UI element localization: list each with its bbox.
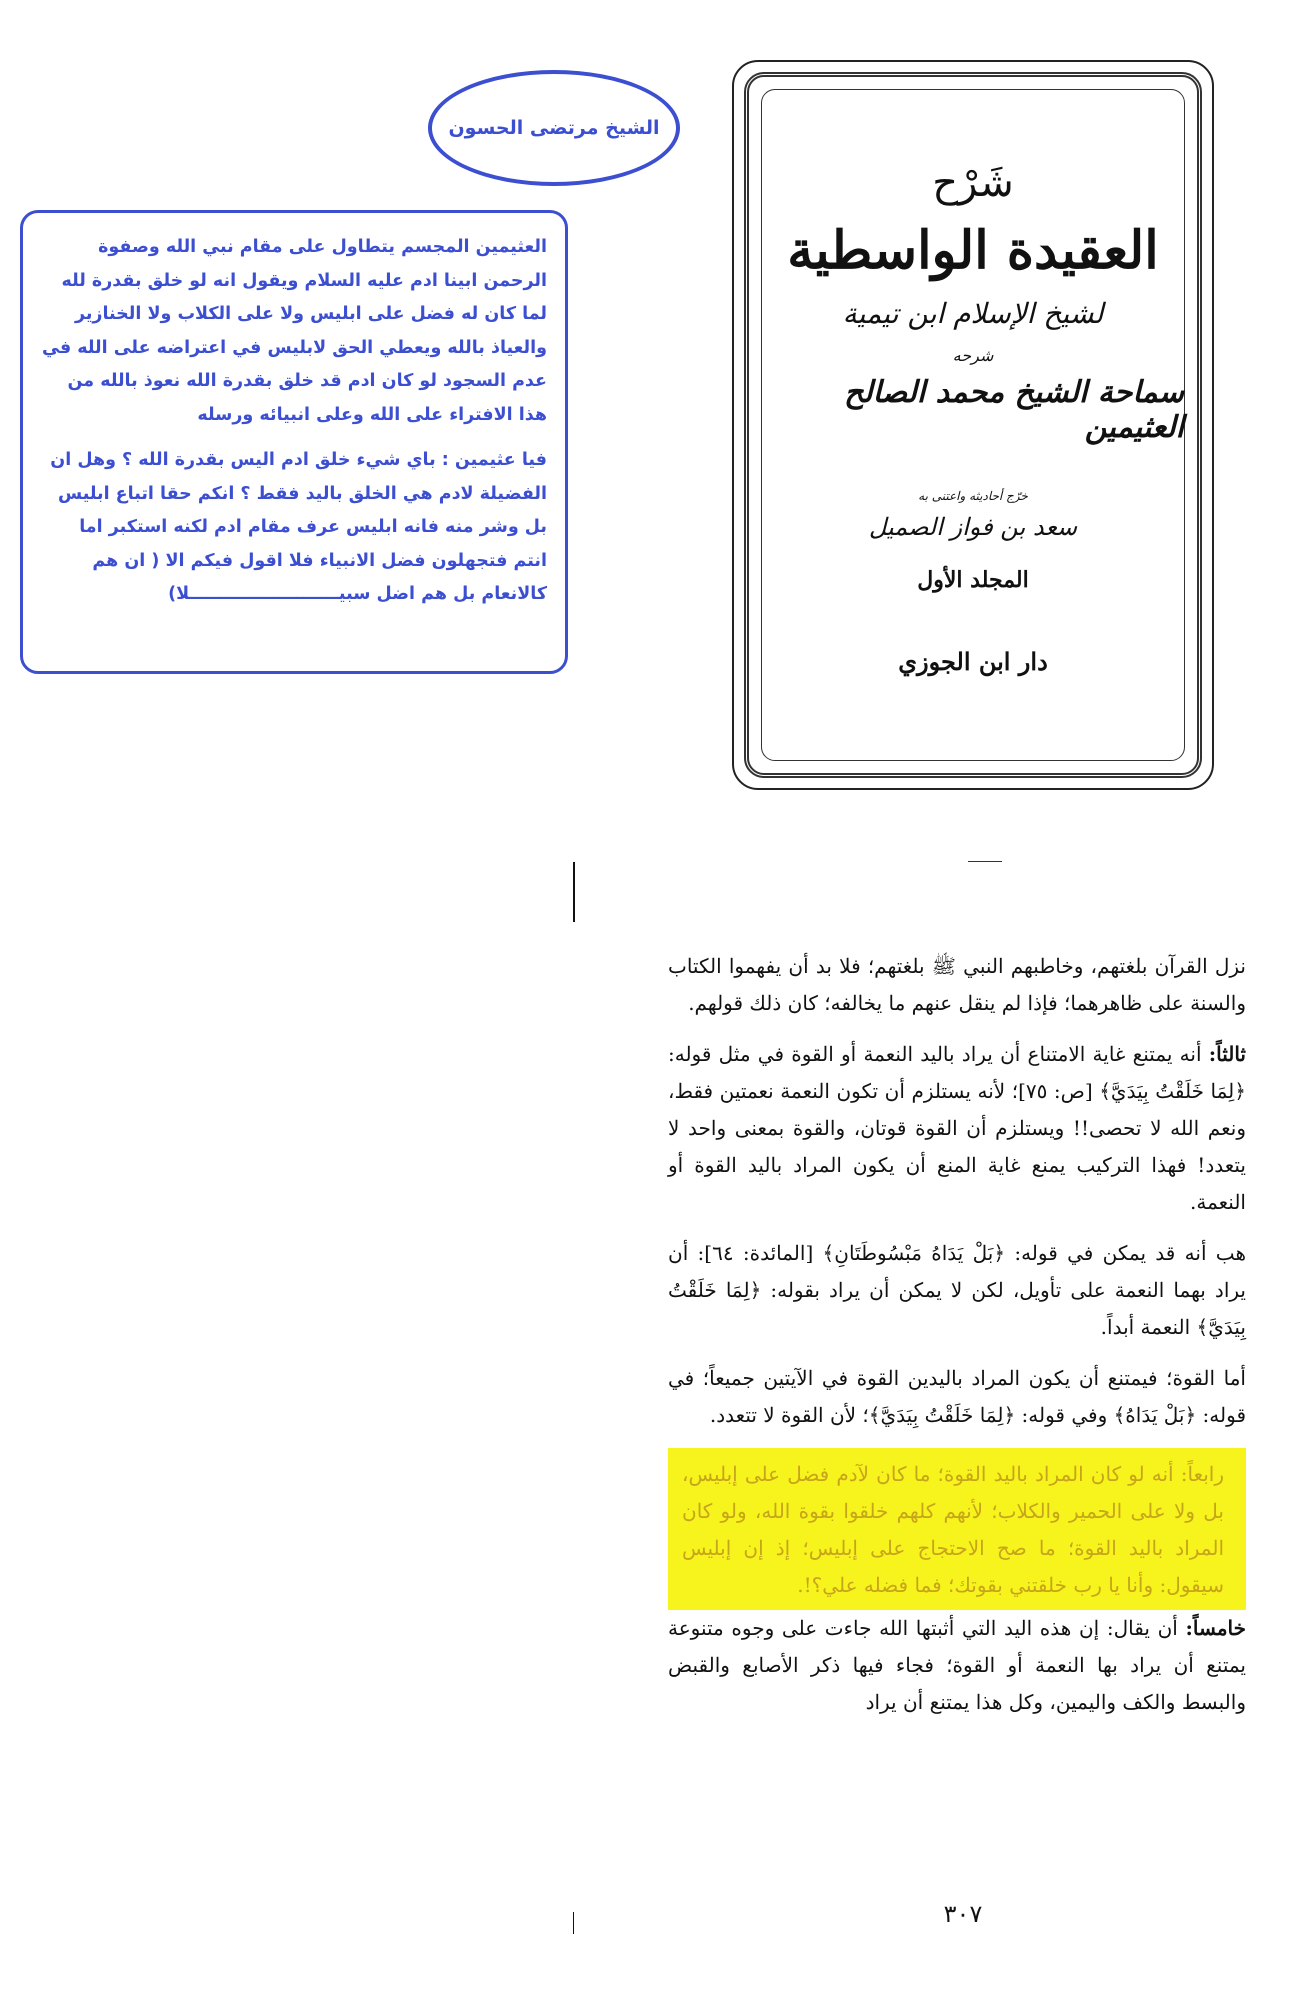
- cover-editor: سعد بن فواز الصميل: [868, 513, 1078, 541]
- highlighted-paragraph: رابعاً: أنه لو كان المراد باليد القوة؛ ما كان لآدم فضل على إبليس، بل ولا على الحمير والكلاب؛ لأنهم كلهم خلقوا بقوة الله، ولو كان المراد باليد القوة؛ ما صح الاحتجاج على إبليس؛ إذ إن إبليس سيقول: وأنا يا رب خلقتني بقوتك؛ فما فضله علي؟!.: [668, 1448, 1246, 1610]
- cover-sharh: شَرْح: [932, 160, 1014, 206]
- paragraph-6-label: خامساً:: [1185, 1616, 1246, 1640]
- paragraph-6-body: أن يقال: إن هذه اليد التي أثبتها الله جاءت على وجوه متنوعة يمتنع أن يراد بها النعمة أو القوة؛ فجاء فيها ذكر الأصابع والقبض والبسط والكف واليمين، وكل هذا يمتنع أن يراد: [668, 1616, 1246, 1714]
- paragraph-4: أما القوة؛ فيمتنع أن يكون المراد باليدين القوة في الآيتين جميعاً؛ في قوله: ﴿بَلْ يَدَاهُ﴾ وفي قوله: ﴿لِمَا خَلَقْتُ بِيَدَيَّ﴾؛ لأن القوة لا تتعدد.: [668, 1366, 1246, 1427]
- paragraph-2-body: أنه يمتنع غاية الامتناع أن يراد باليد النعمة أو القوة في مثل قوله: ﴿لِمَا خَلَقْتُ بِيَدَيَّ﴾ [ص: ٧٥]؛ لأنه يستلزم أن تكون النعمة نعمتين فقط، ونعم الله لا تحصى!! ويستلزم أن القوة قوتان، والقوة بمعنى واحد لا يتعدد! فهذا التركيب يمنع غاية المنع أن يكون المراد باليد القوة أو النعمة.: [668, 1042, 1246, 1214]
- author-name-label: الشيخ مرتضى الحسون: [448, 117, 660, 139]
- paragraph-3: هب أنه قد يمكن في قوله: ﴿بَلْ يَدَاهُ مَبْسُوطَتَانِ﴾ [المائدة: ٦٤]: أن يراد بهما النعمة على تأويل، لكن لا يمكن أن يراد بقوله: ﴿لِمَا خَلَقْتُ بِيَدَيَّ﴾ النعمة أبداً.: [668, 1241, 1246, 1339]
- comment-paragraph-2: فيا عثيمين : باي شيء خلق ادم اليس بقدرة الله ؟ وهل ان الفضيلة لادم هي الخلق باليد فقط ؟ انكم حقا اتباع ابليس بل وشر منه فانه ابليس عرف مقام ادم لكنه استكبر اما انتم فتجهلون فضل الانبياء فلا اقول فيكم الا ( ان هم كالانعام بل هم اضل سبيـــــــــــــــــــــــــلا): [50, 450, 547, 604]
- cover-volume: المجلد الأول: [917, 567, 1029, 593]
- divider-vertical-top: [573, 862, 575, 922]
- cover-sharhahu: شرحه: [952, 346, 994, 365]
- divider-vertical-bottom: [573, 1912, 574, 1934]
- paragraph-1: نزل القرآن بلغتهم، وخاطبهم النبي ﷺ بلغتهم؛ فلا بد أن يفهموا الكتاب والسنة على ظاهرهما؛ فإذا لم ينقل عنهم ما يخالفه؛ كان ذلك قولهم.: [668, 954, 1246, 1015]
- comment-paragraph-1: العثيمين المجسم يتطاول على مقام نبي الله وصفوة الرحمن ابينا ادم عليه السلام ويقول انه لو خلق بقدرة لله لما كان له فضل على ابليس ولا على الكلاب ولا الخنازير والعياذ بالله ويعطي الحق لابليس في اعتراضه على الله في عدم السجود لو كان ادم قد خلق بقدرة الله نعوذ بالله من هذا الافتراء على الله وعلى انبيائه ورسله: [42, 237, 547, 425]
- page-number: ٣٠٧: [943, 1900, 983, 1928]
- cover-publisher: دار ابن الجوزي: [898, 647, 1048, 676]
- cover-frame: [744, 72, 1202, 778]
- comment-box: [20, 210, 568, 674]
- cover-author: سماحة الشيخ محمد الصالح العثيمين: [844, 375, 1184, 445]
- paragraph-2-label: ثالثاً:: [1208, 1042, 1246, 1066]
- cover-note: خرّج أحاديثه واعتنى به: [918, 489, 1028, 503]
- cover-content: [761, 89, 1185, 761]
- book-page-text: [668, 948, 1246, 1721]
- cover-subtitle: لشيخ الإسلام ابن تيمية: [842, 297, 1104, 330]
- paragraph-2: [668, 1036, 1246, 1221]
- author-name-oval: [428, 70, 680, 186]
- paragraph-6: [668, 1610, 1246, 1721]
- book-cover: [732, 60, 1214, 790]
- cover-title: العقيدة الواسطية: [787, 220, 1159, 281]
- divider-short-horizontal: [968, 861, 1002, 862]
